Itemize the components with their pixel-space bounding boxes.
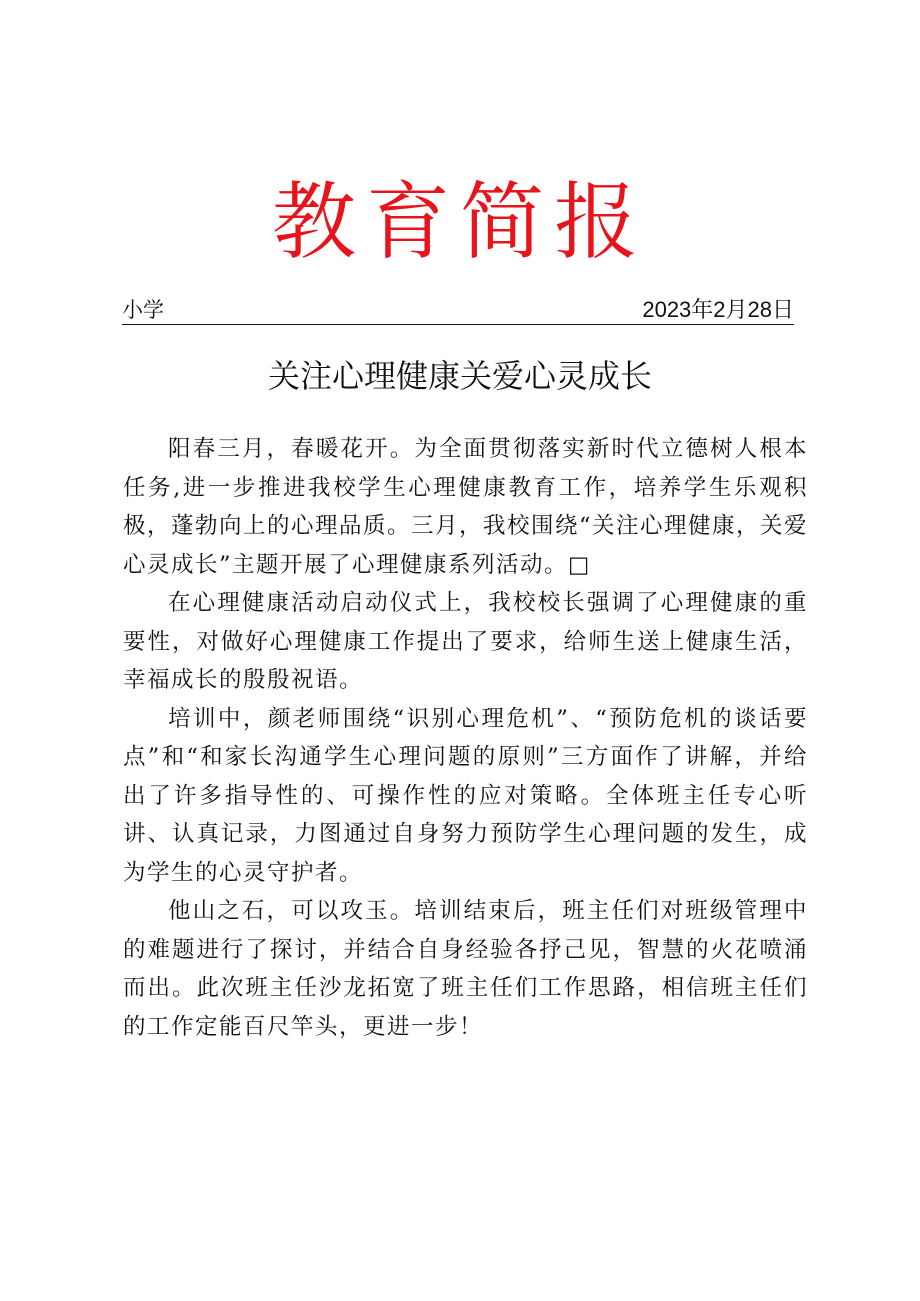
article-title: 关注心理健康关爱心灵成长 [267,357,652,395]
article-body [123,430,808,1046]
article-paragraph: 培训中，颜老师围绕“识别心理危机”、“预防危机的谈话要点”和“和家长沟通学生心理问题的原则”三方面作了讲解，并给出了许多指导性的、可操作性的应对策略。全体班主任专心听讲、认真记录，力图通过自身努力预防学生心理问题的发生，成为学生的心灵守护者。 [123,705,808,886]
issue-info-row [122,296,794,325]
newsletter-masthead: 教育简报 [271,173,648,271]
article-paragraph: 阳春三月，春暖花开。为全面贯彻落实新时代立德树人根本任务,进一步推进我校学生心理健康教育工作，培养学生乐观积极，蓬勃向上的心理品质。三月，我校围绕“关注心理健康，关爱心灵成长”主题开展了心理健康系列活动。□ [123,436,809,578]
article-paragraph: 他山之石，可以攻玉。培训结束后，班主任们对班级管理中的难题进行了探讨，并结合自身经验各抒己见，智慧的火花喷涌而出。此次班主任沙龙拓宽了班主任们工作思路，相信班主任们的工作定能百尺竿头，更进一步！ [123,898,808,1040]
article-paragraph: 在心理健康活动启动仪式上，我校校长强调了心理健康的重要性，对做好心理健康工作提出了要求，给师生送上健康生活，幸福成长的殷殷祝语。 [123,590,808,693]
school-name: 小学 [122,298,164,322]
issue-date: 2023年2月28日 [642,297,794,322]
